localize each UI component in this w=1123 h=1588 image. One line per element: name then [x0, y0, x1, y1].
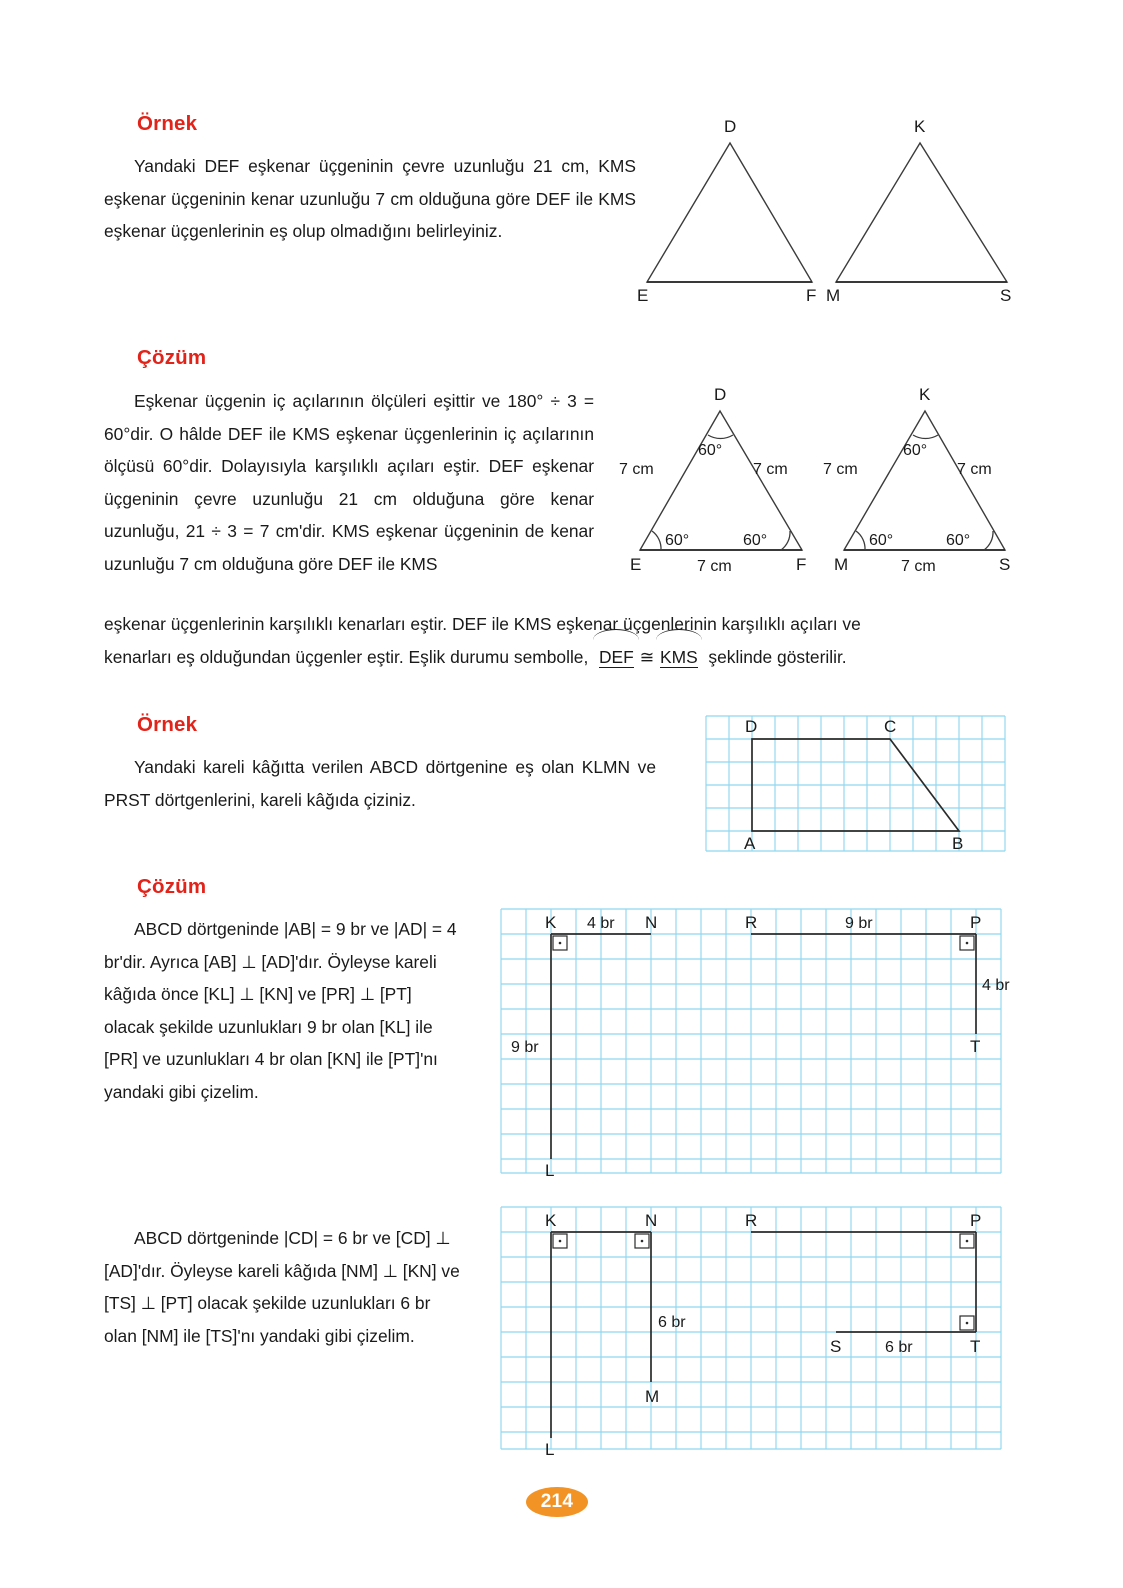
section2-body: [104, 751, 656, 816]
kln-label-n: N: [645, 913, 658, 932]
section2-solution-body: [104, 913, 464, 1108]
annotated-triangle-def: [619, 385, 806, 575]
congruence-right-label: KMS: [660, 647, 698, 667]
figure-plain-triangles: [620, 105, 1040, 310]
triangle-kms-bottom-right-label: S: [1000, 286, 1012, 305]
kln-measure-kl: 9 br: [511, 1039, 539, 1056]
section1-solution-body-text: Eşkenar üçgenin iç açılarının ölçüleri eşittir ve 180° ÷ 3 = 60°dir. O hâlde DEF ile KMS eşkenar üçgenlerinin iç açılarının ölçüsü 60°dir. Dolayısıyla karşılıklı açıları eştir. DEF eşkenar üçgeninin çevre uzunluğu 21 cm olduğuna göre kenar uzunluğu, 21 ÷ 3 = 7 cm'dir. KMS eşkenar üçgeninin de kenar uzunluğu 7 cm olduğuna göre DEF ile KMS: [104, 391, 594, 574]
kln-label-k: K: [545, 913, 557, 932]
triangle-def-apex-label: D: [724, 117, 737, 136]
annotated-triangle-kms: [823, 385, 1010, 575]
abcd-vertex-a: A: [744, 834, 756, 853]
continuation-text-a: eşkenar üçgenlerinin karşılıklı kenarları eştir. DEF ile KMS eşkenar üçgenlerinin karşılıklı açıları ve: [104, 614, 861, 634]
def-bottom-right-label: F: [796, 555, 807, 574]
triangle-def-bottom-left-label: E: [637, 286, 649, 305]
rpt-measure-pt: 4 br: [982, 977, 1010, 994]
prst-label-s: S: [830, 1337, 842, 1356]
section2-heading: Örnek: [137, 713, 198, 736]
kms-apex-label: K: [919, 385, 931, 404]
section2-body-text: Yandaki kareli kâğıtta verilen ABCD dörtgenine eş olan KLMN ve PRST dörtgenlerini, kareli kâğıda çiziniz.: [104, 757, 656, 810]
section3-body: [104, 1222, 464, 1352]
shape-prst: [745, 1211, 981, 1356]
klmn-label-k: K: [545, 1211, 557, 1230]
prst-label-r: R: [745, 1211, 758, 1230]
shape-klmn: [545, 1211, 686, 1459]
abcd-vertex-d: D: [745, 717, 758, 736]
section1-solution-continuation-line2: [104, 641, 1044, 674]
grid-lines: [501, 1207, 1001, 1449]
kms-right-side: 7 cm: [957, 461, 992, 478]
kms-base: 7 cm: [901, 558, 936, 575]
kms-bottom-left-label: M: [834, 555, 849, 574]
kms-left-side: 7 cm: [823, 461, 858, 478]
klmn-label-n: N: [645, 1211, 658, 1230]
def-apex-label: D: [714, 385, 727, 404]
figure-klmn-prst-grid: [495, 1193, 1015, 1459]
rpt-label-r: R: [745, 913, 758, 932]
figure-annotated-triangles: [620, 378, 1040, 578]
klmn-label-l: L: [545, 1440, 555, 1459]
prst-measure-st: 6 br: [885, 1339, 913, 1356]
rpt-label-p: P: [970, 913, 982, 932]
kln-label-l: L: [545, 1161, 555, 1180]
triangle-def: [637, 117, 816, 305]
def-apex-angle: 60°: [698, 442, 723, 459]
section1-body-text: Yandaki DEF eşkenar üçgeninin çevre uzunluğu 21 cm, KMS eşkenar üçgeninin kenar uzunluğu 7 cm olduğuna göre DEF ile KMS eşkenar üçgenlerinin eş olup olmadığını belirleyiniz.: [104, 156, 636, 241]
abcd-vertex-c: C: [884, 717, 897, 736]
kms-left-angle: 60°: [869, 532, 894, 549]
section3-body-text: ABCD dörtgeninde |CD| = 6 br ve [CD] ⊥ [AD]'dır. Öyleyse kareli kâğıda [NM] ⊥ [KN] ve [TS] ⊥ [PT] olacak şekilde uzunlukları 6 br olan [NM] ile [TS]'nı yandaki gibi çizelim.: [104, 1228, 460, 1346]
congruence-left-figure: [598, 641, 635, 674]
kms-apex-angle: 60°: [903, 442, 928, 459]
kms-bottom-right-label: S: [999, 555, 1011, 574]
abcd-vertex-b: B: [952, 834, 964, 853]
klmn-measure-nm: 6 br: [658, 1314, 686, 1331]
congruence-symbol: ≅: [639, 647, 655, 667]
def-left-angle: 60°: [665, 532, 690, 549]
kln-measure-kn: 4 br: [587, 915, 615, 932]
rpt-label-t: T: [970, 1037, 981, 1056]
triangle-kms-apex-label: K: [914, 117, 926, 136]
congruence-left-label: DEF: [598, 647, 634, 667]
shape-kln: [511, 913, 657, 1180]
section1-solution-body: [104, 385, 594, 580]
section1-solution-continuation-line1: [104, 608, 1019, 641]
prst-label-p: P: [970, 1211, 982, 1230]
def-bottom-left-label: E: [630, 555, 642, 574]
figure-kl-pr-grid: [495, 895, 1015, 1180]
klmn-label-m: M: [645, 1387, 660, 1406]
def-left-side: 7 cm: [619, 461, 654, 478]
triangle-kms-bottom-left-label: M: [826, 286, 841, 305]
def-right-angle: 60°: [743, 532, 768, 549]
grid-lines: [501, 909, 1001, 1173]
congruence-statement: [104, 647, 847, 667]
section2-solution-body-text: ABCD dörtgeninde |AB| = 9 br ve |AD| = 4 br'dir. Ayrıca [AB] ⊥ [AD]'dır. Öyleyse kareli kâğıda önce [KL] ⊥ [KN] ve [PR] ⊥ [PT] olacak şekilde uzunlukları 9 br olan [KL] ile [PR] ve uzunlukları 4 br olan [KN] ile [PT]'nı yandaki gibi çizelim.: [104, 919, 457, 1102]
rpt-measure-rp: 9 br: [845, 915, 873, 932]
page-number-badge: 214: [526, 1487, 588, 1517]
continuation-text-b-prefix: kenarları eş olduğundan üçgenler eştir. Eşlik durumu sembolle,: [104, 647, 589, 667]
section2-solution-heading: Çözüm: [137, 875, 207, 898]
def-right-side: 7 cm: [753, 461, 788, 478]
section1-heading: Örnek: [137, 112, 198, 135]
triangle-def-bottom-right-label: F: [806, 286, 817, 305]
section1-body: [104, 150, 636, 248]
triangle-kms: [826, 117, 1011, 305]
section1-solution-heading: Çözüm: [137, 346, 207, 369]
congruence-right-figure: [659, 641, 699, 674]
prst-label-t: T: [970, 1337, 981, 1356]
kms-right-angle: 60°: [946, 532, 971, 549]
def-base: 7 cm: [697, 558, 732, 575]
continuation-text-b-suffix: şeklinde gösterilir.: [708, 647, 847, 667]
figure-abcd-grid: [700, 711, 1012, 856]
